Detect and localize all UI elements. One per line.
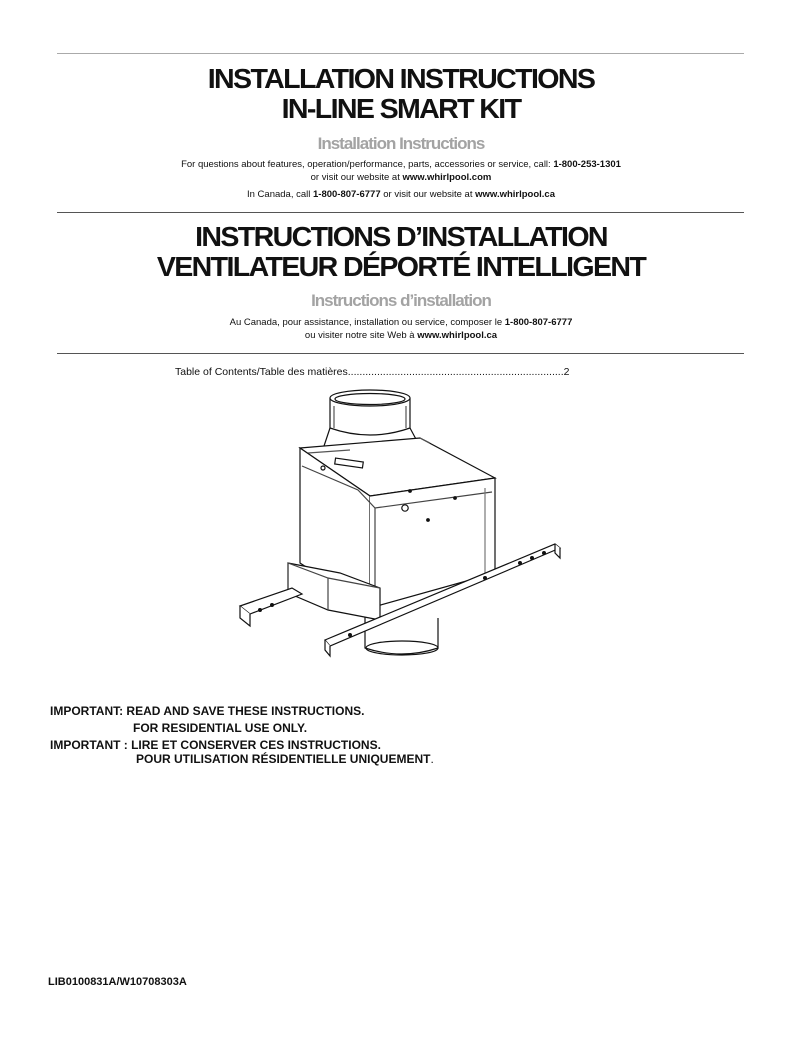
english-website-line: or visit our website at www.whirlpool.com — [310, 172, 492, 183]
french-canada-phone: 1-800-807-6777 — [504, 317, 573, 328]
english-website-link[interactable]: www.whirlpool.com — [402, 172, 492, 183]
important-english-line1: IMPORTANT: READ AND SAVE THESE INSTRUCTIONS. — [50, 704, 365, 718]
french-website-link[interactable]: www.whirlpool.ca — [417, 330, 498, 341]
top-rule — [57, 53, 744, 54]
french-title-line2: VENTILATEUR DÉPORTÉ INTELLIGENT — [156, 251, 646, 282]
important-french-line1: IMPORTANT : LIRE ET CONSERVER CES INSTRUCTIONS. — [50, 738, 381, 752]
french-subtitle: Instructions d’installation — [311, 291, 491, 310]
in-line-blower-illustration — [230, 388, 570, 663]
toc-page-number: 2 — [563, 366, 570, 378]
french-canada-line: Au Canada, pour assistance, installation ou service, composer le 1-800-807-6777 — [229, 317, 573, 328]
english-canada-line: In Canada, call 1-800-807-6777 or visit our website at www.whirlpool.ca — [246, 189, 556, 200]
english-canada-website-link[interactable]: www.whirlpool.ca — [475, 189, 556, 200]
toc-leader: .......................................................................... — [347, 366, 564, 378]
section-rule-1 — [57, 212, 744, 213]
english-canada-phone: 1-800-807-6777 — [313, 189, 381, 200]
english-contact-phone: 1-800-253-1301 — [553, 159, 621, 170]
important-english-line2: FOR RESIDENTIAL USE ONLY. — [133, 721, 308, 735]
document-code: LIB0100831A/W10708303A — [48, 976, 187, 988]
french-website-line: ou visiter notre site Web à www.whirlpool.ca — [304, 330, 498, 341]
section-rule-2 — [57, 353, 744, 354]
english-title-line2: IN-LINE SMART KIT — [281, 93, 521, 124]
toc-label: Table of Contents/Table des matières — [175, 366, 348, 378]
french-title-line1: INSTRUCTIONS D’INSTALLATION — [195, 221, 607, 252]
english-subtitle: Installation Instructions — [317, 134, 485, 153]
english-contact-line: For questions about features, operation/performance, parts, accessories or service, call: 1-800-253-1301 — [181, 159, 621, 170]
english-title-line1: INSTALLATION INSTRUCTIONS — [207, 63, 595, 94]
table-of-contents-entry[interactable] — [175, 366, 570, 378]
important-french-line2: POUR UTILISATION RÉSIDENTIELLE UNIQUEMENT. — [136, 752, 434, 766]
